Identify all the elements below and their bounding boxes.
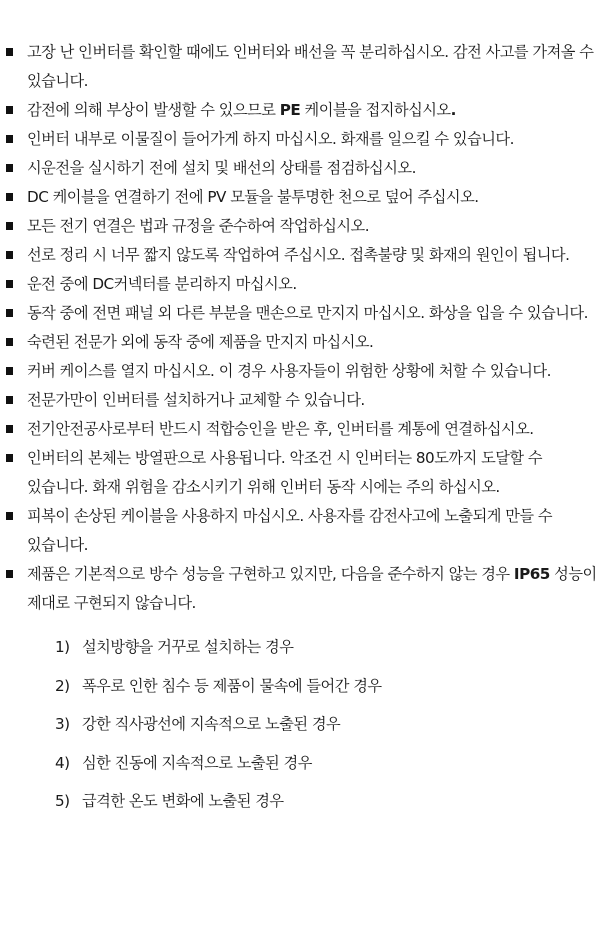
- bullet-item: [0, 125, 613, 154]
- list-item: [0, 705, 613, 744]
- bullet-text: 커버 케이스를 열지 마십시오. 이 경우 사용자들이 위험한 상황에 처할 수 있습니다.: [27, 362, 551, 380]
- square-bullet-icon: [6, 454, 13, 462]
- bullet-text: 케이블을 접지하십시오: [300, 101, 451, 119]
- bullet-text: 감전에 의해 부상이 발생할 수 있으므로: [27, 101, 280, 119]
- bullet-item: [0, 357, 613, 386]
- bullet-item: [0, 183, 613, 212]
- bullet-item: [0, 560, 613, 618]
- bullet-item: [0, 299, 613, 328]
- list-item: [0, 744, 613, 783]
- pe-cable-term: PE: [279, 101, 301, 119]
- bullet-text: 고장 난 인버터를 확인할 때에도 인버터와 배선을 꼭 분리하십시오. 감전 사고를 가져올 수 있습니다.: [27, 43, 594, 90]
- bullet-item: [0, 96, 613, 125]
- list-number: 1): [55, 638, 70, 656]
- square-bullet-icon: [6, 164, 13, 172]
- bullet-item: [0, 386, 613, 415]
- bullet-text: 선로 정리 시 너무 짧지 않도록 작업하여 주십시오. 접촉불량 및 화재의 원인이 됩니다.: [27, 246, 570, 264]
- bullet-item: [0, 270, 613, 299]
- square-bullet-icon: [6, 367, 13, 375]
- list-text: 급격한 온도 변화에 노출된 경우: [82, 792, 284, 810]
- bullet-text: 제품은 기본적으로 방수 성능을 구현하고 있지만, 다음을 준수하지 않는 경우: [27, 565, 514, 583]
- square-bullet-icon: [6, 396, 13, 404]
- bullet-text: 성능이 제대로 구현되지 않습니다.: [27, 565, 597, 612]
- ip65-rating-term: IP65: [513, 565, 550, 583]
- list-number: 2): [55, 676, 70, 695]
- square-bullet-icon: [6, 570, 13, 578]
- bullet-text: 전기안전공사로부터 반드시 적합승인을 받은 후, 인버터를 계통에 연결하십시오.: [27, 420, 534, 438]
- list-item: [0, 628, 613, 667]
- bullet-item: [0, 212, 613, 241]
- list-text: 폭우로 인한 침수 등 제품이 물속에 들어간 경우: [82, 676, 382, 695]
- bullet-item: [0, 444, 613, 502]
- list-number: 5): [55, 792, 70, 810]
- square-bullet-icon: [6, 425, 13, 433]
- bullet-item: [0, 241, 613, 270]
- safety-bullet-list: [0, 38, 613, 618]
- square-bullet-icon: [6, 309, 13, 317]
- square-bullet-icon: [6, 48, 13, 56]
- bullet-item: [0, 502, 613, 560]
- list-item: [0, 667, 613, 706]
- square-bullet-icon: [6, 338, 13, 346]
- bullet-text: 모든 전기 연결은 법과 규정을 준수하여 작업하십시오.: [27, 217, 370, 235]
- square-bullet-icon: [6, 512, 13, 520]
- list-text: 심한 진동에 지속적으로 노출된 경우: [82, 753, 312, 772]
- bullet-text: 동작 중에 전면 패널 외 다른 부분을 맨손으로 만지지 마십시오. 화상을 입을 수 있습니다.: [27, 304, 588, 322]
- square-bullet-icon: [6, 193, 13, 201]
- ip65-exception-list: [0, 628, 613, 821]
- bullet-item: [0, 415, 613, 444]
- square-bullet-icon: [6, 106, 13, 114]
- list-text: 설치방향을 거꾸로 설치하는 경우: [82, 638, 294, 656]
- bullet-text: 숙련된 전문가 외에 동작 중에 제품을 만지지 마십시오.: [27, 333, 374, 351]
- bullet-text: 인버터의 본체는 방열판으로 사용됩니다. 악조건 시 인버터는 80도까지 도달할 수 있습니다. 화재 위험을 감소시키기 위해 인버터 동작 시에는 주의 하십시오.: [27, 449, 543, 496]
- bullet-text: 전문가만이 인버터를 설치하거나 교체할 수 있습니다.: [27, 391, 365, 409]
- square-bullet-icon: [6, 251, 13, 259]
- bullet-period: .: [450, 101, 456, 119]
- bullet-item: [0, 154, 613, 183]
- bullet-text: 운전 중에 DC커넥터를 분리하지 마십시오.: [27, 275, 297, 293]
- square-bullet-icon: [6, 135, 13, 143]
- bullet-text: 시운전을 실시하기 전에 설치 및 배선의 상태를 점검하십시오.: [27, 159, 416, 177]
- bullet-text: DC 케이블을 연결하기 전에 PV 모듈을 불투명한 천으로 덮어 주십시오.: [27, 188, 479, 206]
- list-item: [0, 782, 613, 821]
- list-number: 3): [55, 715, 70, 733]
- bullet-text: 인버터 내부로 이물질이 들어가게 하지 마십시오. 화재를 일으킬 수 있습니다.: [27, 130, 514, 148]
- bullet-item: [0, 328, 613, 357]
- bullet-text: 피복이 손상된 케이블을 사용하지 마십시오. 사용자를 감전사고에 노출되게 만들 수 있습니다.: [27, 507, 553, 554]
- safety-instructions-page: [0, 38, 613, 821]
- bullet-item: [0, 38, 613, 96]
- list-number: 4): [55, 753, 70, 772]
- square-bullet-icon: [6, 280, 13, 288]
- square-bullet-icon: [6, 222, 13, 230]
- list-text: 강한 직사광선에 지속적으로 노출된 경우: [82, 715, 341, 733]
